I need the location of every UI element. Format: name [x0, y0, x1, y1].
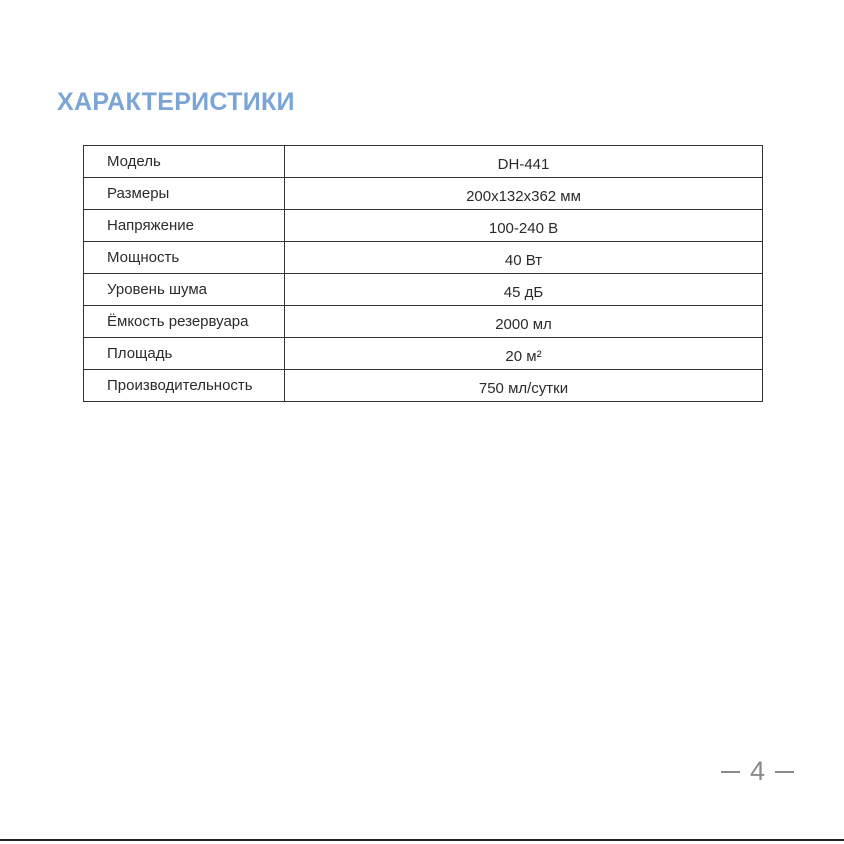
spec-label: Ёмкость резервуара [84, 306, 285, 338]
spec-value: 20 м² [285, 338, 763, 370]
table-row [84, 370, 763, 402]
spec-label: Производительность [84, 370, 285, 402]
spec-label: Модель [84, 146, 285, 178]
spec-value: 100-240 В [285, 210, 763, 242]
spec-value: 45 дБ [285, 274, 763, 306]
spec-label: Напряжение [84, 210, 285, 242]
table-row [84, 306, 763, 338]
spec-value: 2000 мл [285, 306, 763, 338]
specifications-table [83, 145, 763, 402]
spec-value: 750 мл/сутки [285, 370, 763, 402]
table-row [84, 274, 763, 306]
page-number-text: 4 [749, 756, 765, 786]
table-row [84, 242, 763, 274]
table-row [84, 146, 763, 178]
bottom-divider [0, 839, 844, 841]
table-row [84, 338, 763, 370]
spec-label: Размеры [84, 178, 285, 210]
spec-label: Мощность [84, 242, 285, 274]
spec-label: Площадь [84, 338, 285, 370]
table-row [84, 178, 763, 210]
dash-right [775, 771, 794, 773]
page-title: ХАРАКТЕРИСТИКИ [57, 88, 295, 116]
table-row [84, 210, 763, 242]
spec-value: 200x132x362 мм [285, 178, 763, 210]
page-number [721, 756, 794, 787]
dash-left [721, 771, 740, 773]
spec-label: Уровень шума [84, 274, 285, 306]
spec-value: 40 Вт [285, 242, 763, 274]
spec-value: DH-441 [285, 146, 763, 178]
